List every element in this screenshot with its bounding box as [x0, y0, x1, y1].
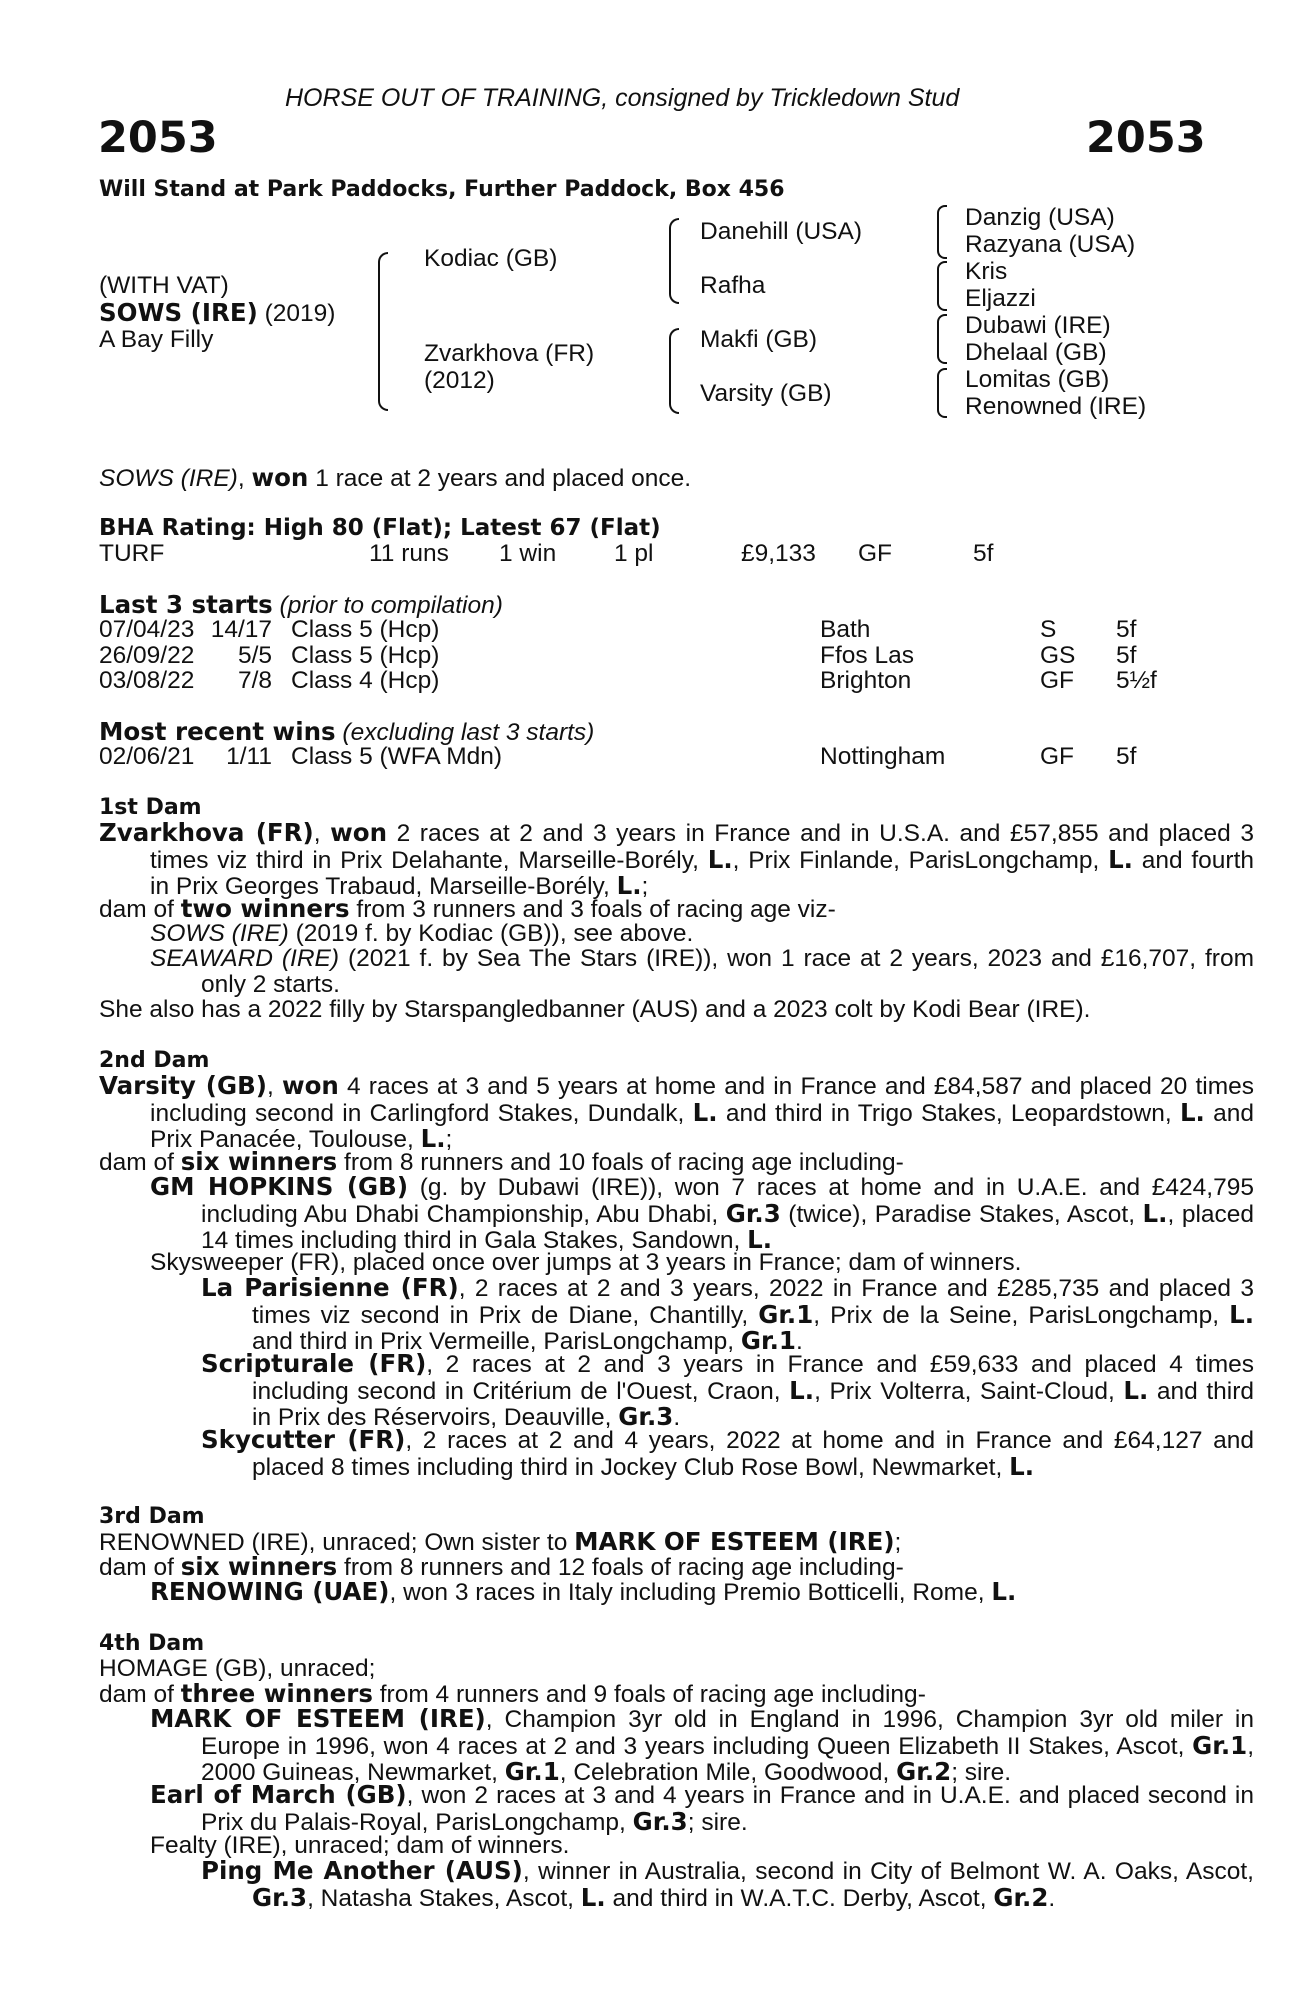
skycutter-text-a: , 2 races at 2 and 4 years, 2022 at home and in France and £64,127 and placed 8 times including third in Jockey Club Rose Bowl, Newmarket, [252, 1427, 1254, 1481]
earl-of-march-text-b: ; sire. [687, 1808, 748, 1836]
recent-wins-heading [99, 719, 594, 746]
dam4-produce-c: from 4 runners and 9 foals of racing age including- [372, 1681, 926, 1708]
dam2-produce-a: dam of [99, 1149, 181, 1176]
last3-dist: 5f [1116, 616, 1137, 643]
dam2-won: won [281, 1071, 339, 1100]
la-parisienne-text-a: , 2 races at 2 and 3 years, 2022 in France and £285,735 and placed 3 times viz second in Prix de Diane, Chantilly, [252, 1275, 1255, 1329]
dam1-foal-sows-name: SOWS (IRE) [150, 920, 289, 947]
lot-number-right: 2053 [1086, 113, 1206, 163]
ping-me-another-text-a: , winner in Australia, second in City of Belmont W. A. Oaks, Ascot, [522, 1858, 1254, 1885]
dam1-name: Zvarkhova (FR) [99, 818, 314, 847]
gm-hopkins-text-b: (twice), Paradise Stakes, Ascot, [780, 1200, 1143, 1228]
dam1-listed-2: L. [1108, 844, 1133, 874]
dam3-text-c: ; [894, 1529, 902, 1556]
pedigree-dsd: Dhelaal (GB) [965, 339, 1107, 366]
pedigree-dam-sire: Makfi (GB) [700, 326, 818, 353]
horse-title [99, 300, 335, 327]
gm-hopkins-name: GM HOPKINS (GB) [150, 1172, 409, 1201]
last3-class: Class 5 (Hcp) [291, 641, 440, 669]
dam2-listed-3: L. [420, 1124, 446, 1153]
dam2-text-c: and Prix Panacée, Toulouse, [150, 1099, 1255, 1153]
dam4-mark-of-esteem [150, 1706, 1254, 1786]
dam1-text-a: 2 races at 2 and 3 years in France and in U.S.A. and £57,855 and placed 3 times viz third in Prix Delahante, Marseille-Borély, [150, 820, 1254, 874]
la-parisienne-text-d: . [795, 1328, 803, 1355]
dam4-produce-a: dam of [99, 1681, 181, 1708]
horse-name: SOWS (IRE) [99, 298, 258, 327]
dam1-text-b: , Prix Finlande, ParisLongchamp, [732, 846, 1109, 874]
skycutter-listed-1: L. [1009, 1451, 1035, 1481]
recent-win-going: GF [1040, 743, 1075, 770]
pedigree-dam-year: (2012) [424, 367, 495, 394]
pedigree-brace-3d [937, 368, 947, 418]
rating-surface: TURF [99, 540, 165, 567]
mark-of-esteem-group-3: Gr.2 [896, 1757, 952, 1786]
dam4-earl-of-march [150, 1782, 1254, 1835]
horse-description: A Bay Filly [99, 326, 214, 353]
rating-earnings: £9,133 [741, 540, 816, 567]
rating-going: GF [858, 540, 893, 567]
scripturale-text-a: , 2 races at 2 and 3 years in France and £59,633 and placed 4 times including second in Critérium de l'Ouest, Craon, [252, 1351, 1254, 1405]
earl-of-march-group-1: Gr.3 [632, 1806, 688, 1836]
dam2-skysweeper: Skysweeper (FR), placed once over jumps at 3 years in France; dam of winners. [150, 1249, 1022, 1276]
dam2-text-b: and third in Trigo Stakes, Leopardstown, [717, 1099, 1180, 1127]
gm-hopkins-listed-1: L. [1142, 1198, 1168, 1228]
ping-me-another-group-1: Gr.3 [252, 1882, 308, 1912]
dam1-produce-a: dam of [99, 896, 181, 923]
recent-win-dist: 5f [1116, 743, 1137, 770]
ping-me-another-text-d: . [1048, 1884, 1056, 1912]
location-line: Will Stand at Park Paddocks, Further Paddock, Box 456 [99, 177, 785, 202]
la-parisienne-group-2: Gr.1 [740, 1326, 796, 1355]
dam1-foal-sows [150, 921, 1203, 947]
dam4-record: HOMAGE (GB), unraced; [99, 1655, 376, 1682]
dam1-foal-seaward-name: SEAWARD (IRE) [150, 945, 340, 972]
renowing-listed-1: L. [991, 1577, 1017, 1606]
mark-of-esteem-text-d: ; sire. [951, 1759, 1012, 1786]
pedigree-ssd: Razyana (USA) [965, 231, 1136, 258]
scripturale-listed-1: L. [789, 1375, 815, 1405]
recent-win-pos: 1/11 [226, 743, 272, 770]
la-parisienne-group-1: Gr.1 [758, 1299, 814, 1329]
dam1-listed-1: L. [707, 844, 733, 874]
scripturale-group-1: Gr.3 [618, 1402, 674, 1431]
summary-rest: 1 race at 2 years and placed once. [308, 465, 692, 492]
last3-pos: 14/17 [210, 616, 272, 643]
dam2-record: Varsity (GB), won 4 races at 3 and 5 years at home and in France and £84,587 and placed 20 times including second in Carlingford Stakes, Dundalk, L. and third in Trigo Stakes, Leopardstown, L. and Prix Panacée, Toulouse, L.; [99, 1071, 1255, 1153]
last3-course: Bath [820, 616, 871, 643]
mark-of-esteem-group-1: Gr.1 [1192, 1730, 1248, 1760]
rating-wins: 1 win [499, 540, 557, 567]
pedigree-brace-2a [669, 218, 679, 304]
la-parisienne-name: La Parisienne (FR) [201, 1273, 459, 1302]
dam2-gm-hopkins [150, 1174, 1254, 1254]
dam2-produce-b: six winners [180, 1147, 338, 1176]
last3-class: Class 5 (Hcp) [291, 616, 440, 643]
la-parisienne-text-b: , Prix de la Seine, ParisLongchamp, [813, 1301, 1230, 1329]
last3-date: 03/08/22 [99, 667, 195, 694]
scripturale-name: Scripturale (FR) [201, 1349, 427, 1378]
recent-wins-title: Most recent wins [99, 717, 336, 746]
renowing-name: RENOWING (UAE) [150, 1577, 390, 1606]
recent-wins-note: (excluding last 3 starts) [335, 719, 595, 746]
recent-win-date: 02/06/21 [99, 743, 195, 770]
last3-going: GF [1040, 667, 1075, 694]
dam1-foal-sows-text: (2019 f. by Kodiac (GB)), see above. [288, 920, 694, 947]
rating-placed: 1 pl [614, 540, 654, 567]
rating-runs: 11 runs [369, 540, 449, 567]
race-summary: SOWS (IRE), won 1 race at 2 years and placed once. [99, 463, 692, 492]
consignment-line: HORSE OUT OF TRAINING, consigned by Trickledown Stud [285, 84, 960, 112]
pedigree-dds: Lomitas (GB) [965, 366, 1110, 393]
dam1-foal-seaward-text: (2021 f. by Sea The Stars (IRE)), won 1 race at 2 years, 2023 and £16,707, from only 2 starts. [201, 945, 1254, 998]
dam1-produce-c: from 3 runners and 3 foals of racing age viz- [349, 896, 836, 923]
pedigree-sire-sire: Danehill (USA) [700, 218, 863, 245]
dam4-produce-b: three winners [180, 1679, 373, 1708]
pedigree-dss: Dubawi (IRE) [965, 312, 1111, 339]
dam2-listed-2: L. [1179, 1097, 1205, 1127]
dam3-produce-b: six winners [180, 1552, 338, 1581]
last3-going: GS [1040, 641, 1076, 669]
pedigree-sire-dam: Rafha [700, 272, 766, 299]
vat-note: (WITH VAT) [99, 272, 229, 299]
mark-of-esteem-text-a: , Champion 3yr old in England in 1996, Champion 3yr old miler in Europe in 1996, won 4 races at 2 and 3 years including Queen Elizabeth II Stakes, Ascot, [201, 1706, 1254, 1760]
dam3-produce-c: from 8 runners and 12 foals of racing age including- [337, 1554, 904, 1581]
pedigree-dam-dam: Varsity (GB) [700, 380, 832, 407]
pedigree-brace-3c [937, 314, 947, 364]
earl-of-march-text-a: , won 2 races at 3 and 4 years in France and in U.A.E. and placed second in Prix du Palais-Royal, ParisLongchamp, [201, 1782, 1255, 1836]
gm-hopkins-group-1: Gr.3 [725, 1198, 781, 1228]
dam2-title: 2nd Dam [99, 1048, 210, 1073]
dam2-text-d: ; [445, 1126, 453, 1153]
gm-hopkins-text-a: (g. by Dubawi (IRE)), won 7 races at home and in U.A.E. and £424,795 including Abu Dhabi Championship, Abu Dhabi, [201, 1174, 1254, 1228]
last3-going: S [1040, 616, 1057, 643]
mark-of-esteem-text-c: , Celebration Mile, Goodwood, [559, 1759, 897, 1786]
dam1-title: 1st Dam [99, 795, 202, 820]
last3-course: Ffos Las [820, 641, 914, 669]
scripturale-text-c: and third in Prix des Réservoirs, Deauville, [252, 1377, 1255, 1431]
pedigree-brace-3b [937, 261, 947, 311]
last3-class: Class 4 (Hcp) [291, 667, 440, 694]
skycutter-name: Skycutter (FR) [201, 1425, 406, 1454]
pedigree-sdd: Eljazzi [965, 285, 1036, 312]
last3-note: (prior to compilation) [272, 592, 503, 619]
dam1-also-has: She also has a 2022 filly by Starspangledbanner (AUS) and a 2023 colt by Kodi Bear (IRE). [99, 996, 1091, 1023]
dam1-text-c: and fourth in Prix Georges Trabaud, Marseille-Borély, [150, 846, 1254, 900]
ping-me-another-text-b: , Natasha Stakes, Ascot, [307, 1884, 581, 1912]
recent-win-class: Class 5 (WFA Mdn) [291, 743, 503, 770]
summary-name: SOWS (IRE) [99, 465, 238, 492]
dam4-ping-me-another [201, 1858, 1254, 1911]
dam1-text-d: ; [641, 873, 649, 900]
ping-me-another-name: Ping Me Another (AUS) [201, 1856, 523, 1885]
last3-date: 26/09/22 [99, 641, 195, 669]
pedigree-brace-3a [937, 205, 947, 259]
pedigree-brace-1 [378, 252, 388, 411]
scripturale-text-d: . [673, 1404, 681, 1431]
last3-pos: 7/8 [237, 667, 272, 694]
dam1-produce-b: two winners [180, 894, 350, 923]
last3-title: Last 3 starts [99, 590, 273, 619]
pedigree-brace-2b [669, 328, 679, 414]
dam1-won: won [330, 818, 388, 847]
renowing-text-a: , won 3 races in Italy including Premio Botticelli, Rome, [389, 1579, 992, 1606]
pedigree-dam: Zvarkhova (FR) [424, 340, 595, 367]
dam2-skycutter [201, 1427, 1254, 1480]
last3-dist: 5½f [1116, 667, 1157, 694]
ping-me-another-text-c: and third in W.A.T.C. Derby, Ascot, [605, 1884, 994, 1912]
dam3-produce-a: dam of [99, 1554, 181, 1581]
recent-win-course: Nottingham [820, 743, 946, 770]
last3-heading [99, 592, 503, 619]
ping-me-another-group-2: Gr.2 [993, 1882, 1049, 1912]
scripturale-listed-2: L. [1123, 1375, 1149, 1405]
dam1-listed-3: L. [616, 871, 642, 900]
dam2-scripturale [201, 1351, 1254, 1431]
last3-dist: 5f [1116, 641, 1137, 669]
earl-of-march-name: Earl of March (GB) [150, 1780, 407, 1809]
dam2-produce-c: from 8 runners and 10 foals of racing age including- [337, 1149, 904, 1176]
dam3-renowing [150, 1579, 1203, 1606]
gm-hopkins-text-c: , placed 14 times including third in Gala Stakes, Sandown, [201, 1200, 1255, 1254]
dam2-la-parisienne [201, 1275, 1254, 1355]
dam2-name: Varsity (GB) [99, 1071, 267, 1100]
dam1-produce-line [99, 896, 1203, 923]
dam3-title: 3rd Dam [99, 1504, 205, 1529]
mark-of-esteem-name: MARK OF ESTEEM (IRE) [150, 1704, 486, 1733]
la-parisienne-text-c: and third in Prix Vermeille, ParisLongchamp, [252, 1328, 741, 1355]
horse-year: (2019) [257, 300, 336, 327]
summary-won: won [251, 463, 309, 492]
dam1-foal-seaward [150, 946, 1254, 997]
lot-number-left: 2053 [98, 113, 218, 163]
dam4-fealty: Fealty (IRE), unraced; dam of winners. [150, 1832, 570, 1859]
dam4-title: 4th Dam [99, 1631, 205, 1656]
dam2-listed-1: L. [692, 1097, 718, 1127]
mark-of-esteem-group-2: Gr.1 [504, 1757, 560, 1786]
bha-rating: BHA Rating: High 80 (Flat); Latest 67 (Flat) [99, 515, 661, 541]
dam3-sister-name: MARK OF ESTEEM (IRE) [574, 1527, 895, 1556]
dam3-text-a: RENOWNED (IRE), unraced; Own sister to [99, 1529, 575, 1556]
dam1-record: Zvarkhova (FR), won 2 races at 2 and 3 years in France and in U.S.A. and £57,855 and placed 3 times viz third in Prix Delahante, Marseille-Borély, L., Prix Finlande, ParisLongchamp, L. and fourth in Prix Georges Trabaud, Marseille-Borély, L.; [99, 818, 1254, 900]
rating-distance: 5f [973, 540, 994, 567]
gm-hopkins-listed-2: L. [747, 1225, 773, 1254]
pedigree-sds: Kris [965, 258, 1008, 285]
mark-of-esteem-text-b: , 2000 Guineas, Newmarket, [201, 1732, 1254, 1786]
last3-pos: 5/5 [237, 641, 272, 669]
pedigree-sss: Danzig (USA) [965, 204, 1115, 231]
scripturale-text-b: , Prix Volterra, Saint-Cloud, [814, 1377, 1124, 1405]
dam2-text-a: 4 races at 3 and 5 years at home and in France and £84,587 and placed 20 times including second in Carlingford Stakes, Dundalk, [150, 1073, 1254, 1127]
last3-course: Brighton [820, 667, 912, 694]
pedigree-sire: Kodiac (GB) [424, 245, 558, 272]
pedigree-ddd: Renowned (IRE) [965, 393, 1147, 420]
la-parisienne-listed-1: L. [1229, 1299, 1254, 1329]
last3-date: 07/04/23 [99, 616, 195, 643]
ping-me-another-listed-1: L. [580, 1882, 606, 1912]
